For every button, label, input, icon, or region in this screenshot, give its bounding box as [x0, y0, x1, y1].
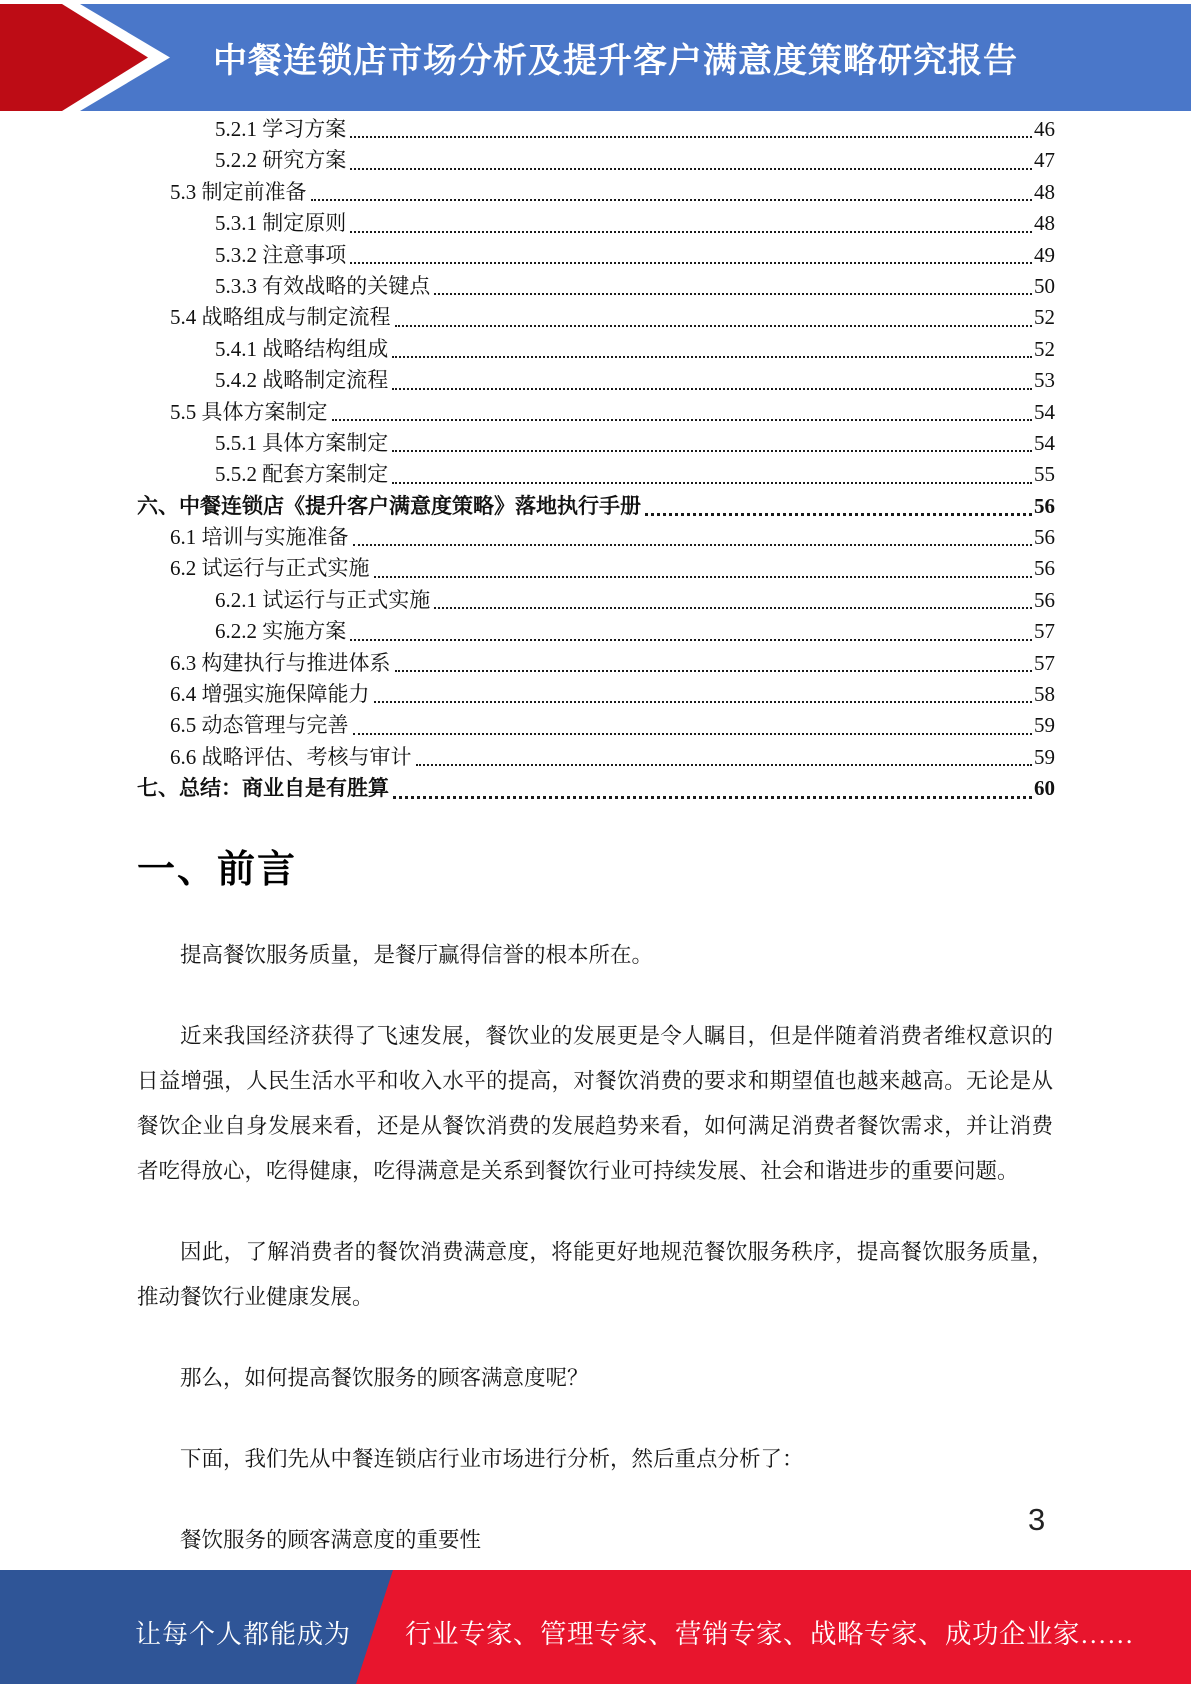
section-heading: 一、前言 [137, 849, 298, 891]
toc-entry-label: 6.2 试运行与正式实施 [170, 556, 370, 581]
toc-entry[interactable] [137, 240, 1055, 271]
toc-entry[interactable] [137, 114, 1055, 145]
toc-entry-label: 5.4.1 战略结构组成 [215, 336, 389, 361]
toc-entry-label: 七、总结：商业自是有胜算 [137, 777, 389, 801]
toc-entry-page: 56 [1034, 556, 1055, 581]
toc-entry-label: 5.3 制定前准备 [170, 179, 307, 204]
footer-slogan-right: 行业专家、管理专家、营销专家、战略专家、成功企业家…… [405, 1619, 1134, 1649]
toc-dot-leader [392, 450, 1032, 452]
toc-dot-leader [416, 764, 1033, 766]
paragraph: 下面，我们先从中餐连锁店行业市场进行分析，然后重点分析了： [180, 1447, 804, 1471]
toc-entry[interactable] [137, 616, 1055, 647]
toc-dot-leader [350, 168, 1032, 170]
toc-dot-leader [392, 482, 1032, 484]
paragraph: 餐饮服务的顾客满意度的重要性 [180, 1528, 482, 1552]
toc-entry-label: 5.2.1 学习方案 [215, 116, 347, 141]
paragraph: 因此，了解消费者的餐饮消费满意度，将能更好地规范餐饮服务秩序，提高餐饮服务质量，推动餐饮行业健康发展。 [137, 1240, 1053, 1309]
toc-dot-leader [353, 733, 1033, 735]
toc-entry[interactable] [137, 271, 1055, 302]
toc-entry[interactable] [137, 522, 1055, 553]
toc-entry[interactable] [137, 208, 1055, 239]
toc-entry[interactable] [137, 585, 1055, 616]
report-title: 中餐连锁店市场分析及提升客户满意度策略研究报告 [213, 42, 1018, 80]
toc-dot-leader [353, 544, 1033, 546]
toc-entry-page: 48 [1034, 211, 1055, 236]
red-arrow-icon [0, 4, 175, 111]
body-paragraphs [137, 933, 1053, 1599]
toc-entry[interactable] [137, 648, 1055, 679]
toc-dot-leader [434, 293, 1032, 295]
toc-entry[interactable] [137, 553, 1055, 584]
toc-entry-label: 5.5 具体方案制定 [170, 399, 328, 424]
toc-entry[interactable] [137, 459, 1055, 490]
page-footer [0, 1570, 1191, 1684]
toc-entry-label: 6.6 战略评估、考核与审计 [170, 744, 412, 769]
toc-entry[interactable] [137, 710, 1055, 741]
toc-entry-page: 56 [1034, 587, 1055, 612]
toc-entry-label: 5.5.2 配套方案制定 [215, 462, 389, 487]
toc-entry[interactable] [137, 679, 1055, 710]
toc-dot-leader [350, 231, 1032, 233]
toc-entry-label: 6.2.2 实施方案 [215, 619, 347, 644]
toc-entry-label: 5.3.1 制定原则 [215, 211, 347, 236]
toc-dot-leader [350, 262, 1032, 264]
toc-entry-label: 5.3.3 有效战略的关键点 [215, 273, 431, 298]
toc-entry[interactable] [137, 302, 1055, 333]
toc-dot-leader [645, 513, 1032, 516]
toc [137, 114, 1055, 805]
toc-entry-page: 52 [1034, 305, 1055, 330]
paragraph: 那么，如何提高餐饮服务的顾客满意度呢？ [180, 1366, 589, 1390]
toc-entry-label: 6.4 增强实施保障能力 [170, 682, 370, 707]
toc-entry-page: 46 [1034, 116, 1055, 141]
report-header [0, 4, 1191, 111]
toc-entry-page: 58 [1034, 682, 1055, 707]
toc-dot-leader [350, 639, 1032, 641]
paragraph: 提高餐饮服务质量，是餐厅赢得信誉的根本所在。 [180, 943, 654, 967]
toc-entry[interactable] [137, 491, 1055, 522]
toc-entry-page: 56 [1034, 493, 1055, 518]
toc-entry-page: 56 [1034, 525, 1055, 550]
toc-entry[interactable] [137, 365, 1055, 396]
toc-dot-leader [395, 325, 1033, 327]
toc-entry-label: 6.5 动态管理与完善 [170, 713, 349, 738]
toc-entry-label: 6.2.1 试运行与正式实施 [215, 587, 431, 612]
toc-entry-page: 57 [1034, 619, 1055, 644]
footer-slogan-left: 让每个人都能成为 [135, 1620, 352, 1649]
toc-entry[interactable] [137, 177, 1055, 208]
toc-entry[interactable] [137, 773, 1055, 804]
toc-dot-leader [393, 796, 1032, 799]
toc-entry-page: 60 [1034, 776, 1055, 801]
toc-entry-page: 55 [1034, 462, 1055, 487]
toc-entry[interactable] [137, 334, 1055, 365]
toc-entry-page: 50 [1034, 273, 1055, 298]
toc-entry-label: 6.1 培训与实施准备 [170, 525, 349, 550]
toc-entry-page: 57 [1034, 650, 1055, 675]
toc-entry[interactable] [137, 428, 1055, 459]
toc-entry-page: 54 [1034, 399, 1055, 424]
toc-dot-leader [374, 701, 1033, 703]
toc-entry-label: 5.4 战略组成与制定流程 [170, 305, 391, 330]
toc-entry-label: 6.3 构建执行与推进体系 [170, 650, 391, 675]
toc-entry-label: 5.5.1 具体方案制定 [215, 430, 389, 455]
toc-dot-leader [311, 199, 1033, 201]
toc-entry-label: 5.4.2 战略制定流程 [215, 368, 389, 393]
toc-entry-label: 5.2.2 研究方案 [215, 148, 347, 173]
paragraph: 近来我国经济获得了飞速发展，餐饮业的发展更是令人瞩目，但是伴随着消费者维权意识的日益增强，人民生活水平和收入水平的提高，对餐饮消费的要求和期望值也越来越高。无论是从餐饮企业自身发展来看，还是从餐饮消费的发展趋势来看，如何满足消费者餐饮需求，并让消费者吃得放心，吃得健康，吃得满意是关系到餐饮行业可持续发展、社会和谐进步的重要问题。 [137, 1024, 1053, 1183]
toc-entry[interactable] [137, 145, 1055, 176]
toc-entry-label: 5.3.2 注意事项 [215, 242, 347, 267]
toc-entry-page: 48 [1034, 179, 1055, 204]
page-number: 3 [1028, 1502, 1046, 1537]
toc-dot-leader [392, 356, 1032, 358]
toc-dot-leader [350, 136, 1032, 138]
toc-entry-page: 59 [1034, 713, 1055, 738]
toc-entry-page: 49 [1034, 242, 1055, 267]
toc-dot-leader [374, 576, 1033, 578]
toc-dot-leader [434, 607, 1032, 609]
toc-entry-page: 53 [1034, 368, 1055, 393]
toc-dot-leader [395, 670, 1033, 672]
toc-dot-leader [332, 419, 1033, 421]
toc-dot-leader [392, 388, 1032, 390]
toc-entry-page: 52 [1034, 336, 1055, 361]
toc-entry-label: 六、中餐连锁店《提升客户满意度策略》落地执行手册 [137, 494, 641, 518]
toc-entry-page: 59 [1034, 744, 1055, 769]
toc-entry-page: 47 [1034, 148, 1055, 173]
toc-entry[interactable] [137, 397, 1055, 428]
toc-entry-page: 54 [1034, 430, 1055, 455]
toc-entry[interactable] [137, 742, 1055, 773]
